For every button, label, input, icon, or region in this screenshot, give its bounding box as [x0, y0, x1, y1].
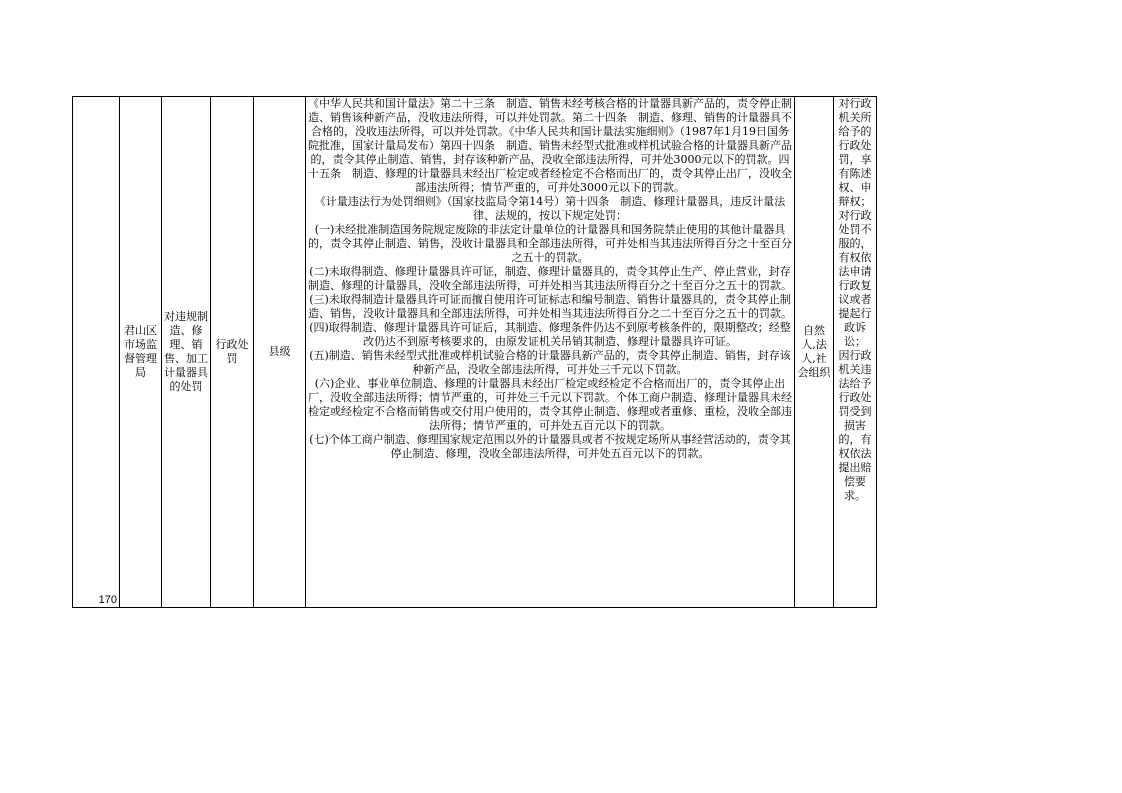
- basis-paragraph: (七)个体工商户制造、修理国家规定范围以外的计量器具或者不按规定场所从事经营活动的，责令其停止制造、修理，没收全部违法所得，可并处五百元以下的罚款。: [309, 433, 791, 460]
- basis-paragraph: 《中华人民共和国计量法》第二十三条 制造、销售未经考核合格的计量器具新产品的，责令停止制造、销售该种新产品，没收违法所得，可以并处罚款。第二十四条 制造、修理、销售的计量器具不合格的，没收违法所得，可以并处罚款。《中华人民共和国计量法实施细则》（1987年1月19日国务院批准，国家计量局发布）第四十四条 制造、销售未经型式批准或样机试验合格的计量器具新产品的，责令其停止制造、销售，封存该种新产品，没收全部违法所得，可并处3000元以下的罚款。四十五条 制造、修理的计量器具未经出厂检定或者经检定不合格而出厂的，责令其停止出厂，没收全部违法所得；情节严重的，可并处3000元以下的罚款。: [308, 97, 792, 194]
- department-cell: 君山区市场监督管理局: [120, 97, 162, 608]
- rights-paragraph: 对行政机关所给予的行政处罚，享有陈述权、申辩权；: [838, 97, 872, 208]
- rights-paragraph: 对行政处罚不服的，有权依法申请行政复议或者提起行政诉讼；: [838, 209, 872, 348]
- basis-paragraph: (二)未取得制造、修理计量器具许可证，制造、修理计量器具的，责令其停止生产、停止营业，封存制造、修理的计量器具，没收全部违法所得，可并处相当其违法所得百分之十至百分之五十的罚款。: [308, 265, 792, 292]
- target-object-cell: 自然人,法人,社会组织: [795, 97, 834, 608]
- basis-paragraph: (四)取得制造、修理计量器具许可证后，其制造、修理条件仍达不到原考核条件的，限期整改；经整改仍达不到原考核要求的，由原发证机关吊销其制造、修理计量器具许可证。: [309, 321, 791, 348]
- basis-paragraph: (五)制造、销售未经型式批准或样机试验合格的计量器具新产品的，责令其停止制造、销售，封存该种新产品，没收全部违法所得，可并处三千元以下罚款。: [309, 349, 791, 376]
- basis-paragraph: 《计量违法行为处罚细则》（国家技监局令第14号）第十四条 制造、修理计量器具，违反计量法律、法规的，按以下规定处罚：: [314, 195, 786, 222]
- basis-paragraph: (六)企业、事业单位制造、修理的计量器具未经出厂检定或经检定不合格而出厂的，责令其停止出厂，没收全部违法所得；情节严重的，可并处三千元以下罚款。个体工商户制造、修理计量器具未经检定或经检定不合格而销售或交付用户使用的，责令其停止制造、修理或者重修、重检，没收全部违法所得；情节严重的，可并处五百元以下的罚款。: [308, 377, 792, 432]
- penalty-table: [72, 96, 877, 608]
- item-name-cell: 对违规制造、修理、销售、加工计量器具的处罚: [162, 97, 211, 608]
- row-number: 170: [73, 97, 120, 608]
- power-type-cell: 行政处罚: [211, 97, 254, 608]
- basis-paragraph: (三)未取得制造计量器具许可证而擅自使用许可证标志和编号制造、销售计量器具的，责令其停止制造、销售，没收计量器具和全部违法所得，可并处相当其违法所得百分之二十至百分之五十的罚款。: [308, 293, 792, 320]
- level-cell: 县级: [254, 97, 306, 608]
- rights-cell: [834, 97, 877, 608]
- rights-paragraph: 因行政机关违法给予行政处罚受到损害的，有权依法提出赔偿要求。: [838, 349, 872, 502]
- table-row: [73, 97, 877, 608]
- legal-basis-cell: [306, 97, 795, 608]
- basis-paragraph: (一)未经批准制造国务院规定废除的非法定计量单位的计量器具和国务院禁止使用的其他计量器具的，责令其停止制造、销售，没收计量器具和全部违法所得，可并处相当其违法所得百分之十至百分之五十的罚款。: [308, 223, 792, 264]
